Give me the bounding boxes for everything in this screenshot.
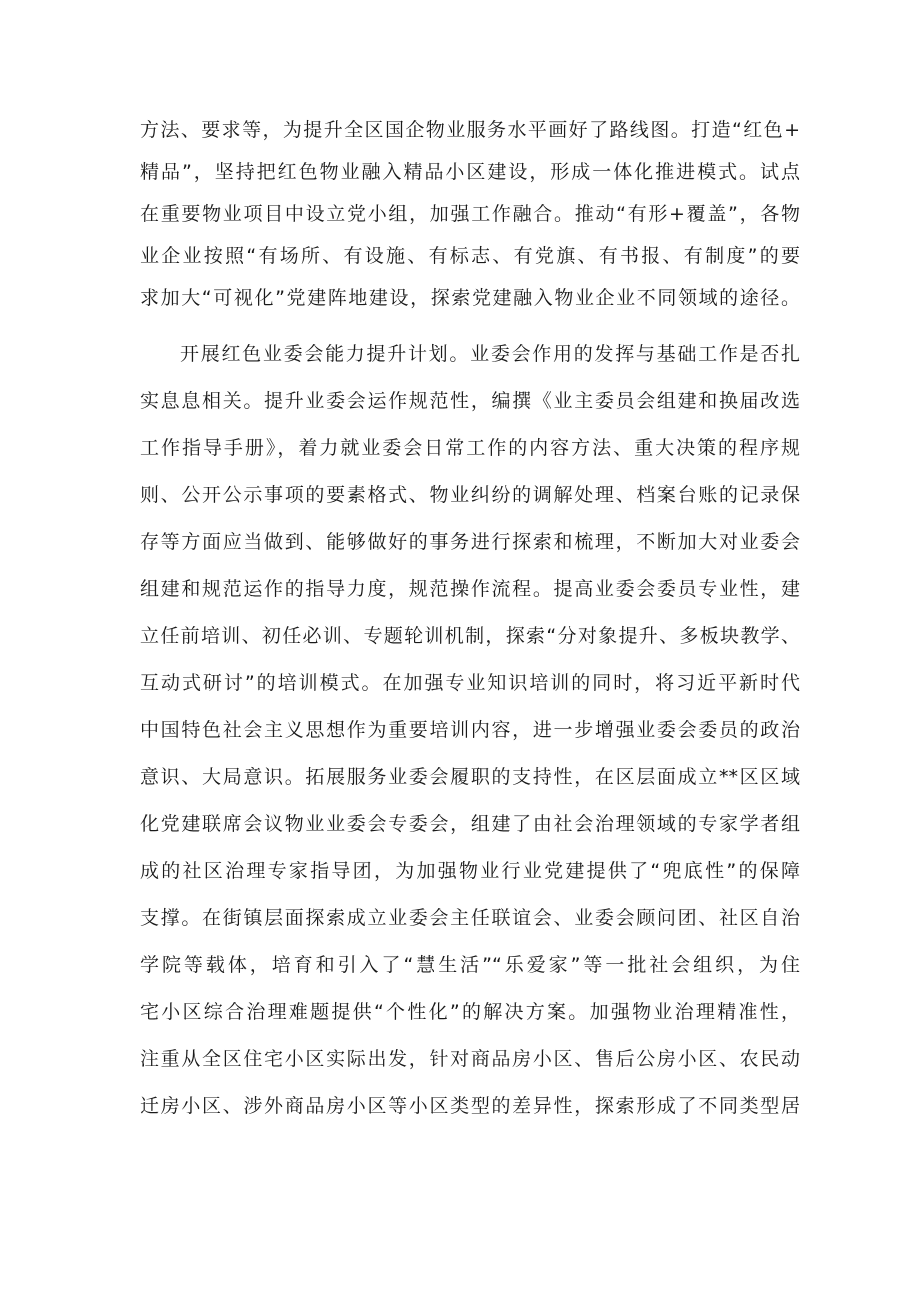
paragraph-line: 组建和规范运作的指导力度，规范操作流程。提高业委会委员专业性，建 bbox=[140, 578, 800, 600]
paragraph-line: 宅小区综合治理难题提供“个性化”的解决方案。加强物业治理精准性， bbox=[140, 1001, 800, 1023]
paragraph-line: 存等方面应当做到、能够做好的事务进行探索和梳理，不断加大对业委会 bbox=[140, 531, 800, 553]
paragraph-line: 求加大“可视化”党建阵地建设，探索党建融入物业企业不同领域的途径。 bbox=[140, 287, 800, 309]
paragraph-line: 迁房小区、涉外商品房小区等小区类型的差异性，探索形成了不同类型居 bbox=[140, 1095, 800, 1117]
paragraph-line: 精品”，坚持把红色物业融入精品小区建设，形成一体化推进模式。试点 bbox=[140, 161, 800, 183]
paragraph-line: 在重要物业项目中设立党小组，加强工作融合。推动“有形+覆盖”，各物 bbox=[140, 203, 800, 225]
paragraph-line: 化党建联席会议物业业委会专委会，组建了由社会治理领域的专家学者组 bbox=[140, 813, 800, 835]
paragraph-line: 注重从全区住宅小区实际出发，针对商品房小区、售后公房小区、农民动 bbox=[140, 1048, 800, 1070]
paragraph-line: 则、公开公示事项的要素格式、物业纠纷的调解处理、档案台账的记录保 bbox=[140, 484, 800, 506]
paragraph-line: 成的社区治理专家指导团，为加强物业行业党建提供了“兜底性”的保障 bbox=[140, 860, 800, 882]
paragraph-line: 实息息相关。提升业委会运作规范性，编撰《业主委员会组建和换届改选 bbox=[140, 390, 800, 412]
paragraph-line: 学院等载体，培育和引入了“慧生活”“乐爱家”等一批社会组织，为住 bbox=[140, 954, 800, 976]
paragraph-line: 方法、要求等，为提升全区国企物业服务水平画好了路线图。打造“红色+ bbox=[140, 119, 800, 141]
paragraph-line: 立任前培训、初任必训、专题轮训机制，探索“分对象提升、多板块教学、 bbox=[140, 625, 800, 647]
paragraph-line: 业企业按照“有场所、有设施、有标志、有党旗、有书报、有制度”的要 bbox=[140, 245, 800, 267]
paragraph-line: 支撑。在街镇层面探索成立业委会主任联谊会、业委会顾问团、社区自治 bbox=[140, 907, 800, 929]
paragraph-line: 互动式研讨”的培训模式。在加强专业知识培训的同时，将习近平新时代 bbox=[140, 672, 800, 694]
paragraph-line: 开展红色业委会能力提升计划。业委会作用的发挥与基础工作是否扎 bbox=[180, 343, 800, 365]
paragraph-line: 意识、大局意识。拓展服务业委会履职的支持性，在区层面成立**区区域 bbox=[140, 766, 800, 788]
paragraph-line: 工作指导手册》，着力就业委会日常工作的内容方法、重大决策的程序规 bbox=[140, 437, 800, 459]
paragraph-line: 中国特色社会主义思想作为重要培训内容，进一步增强业委会委员的政治 bbox=[140, 719, 800, 741]
